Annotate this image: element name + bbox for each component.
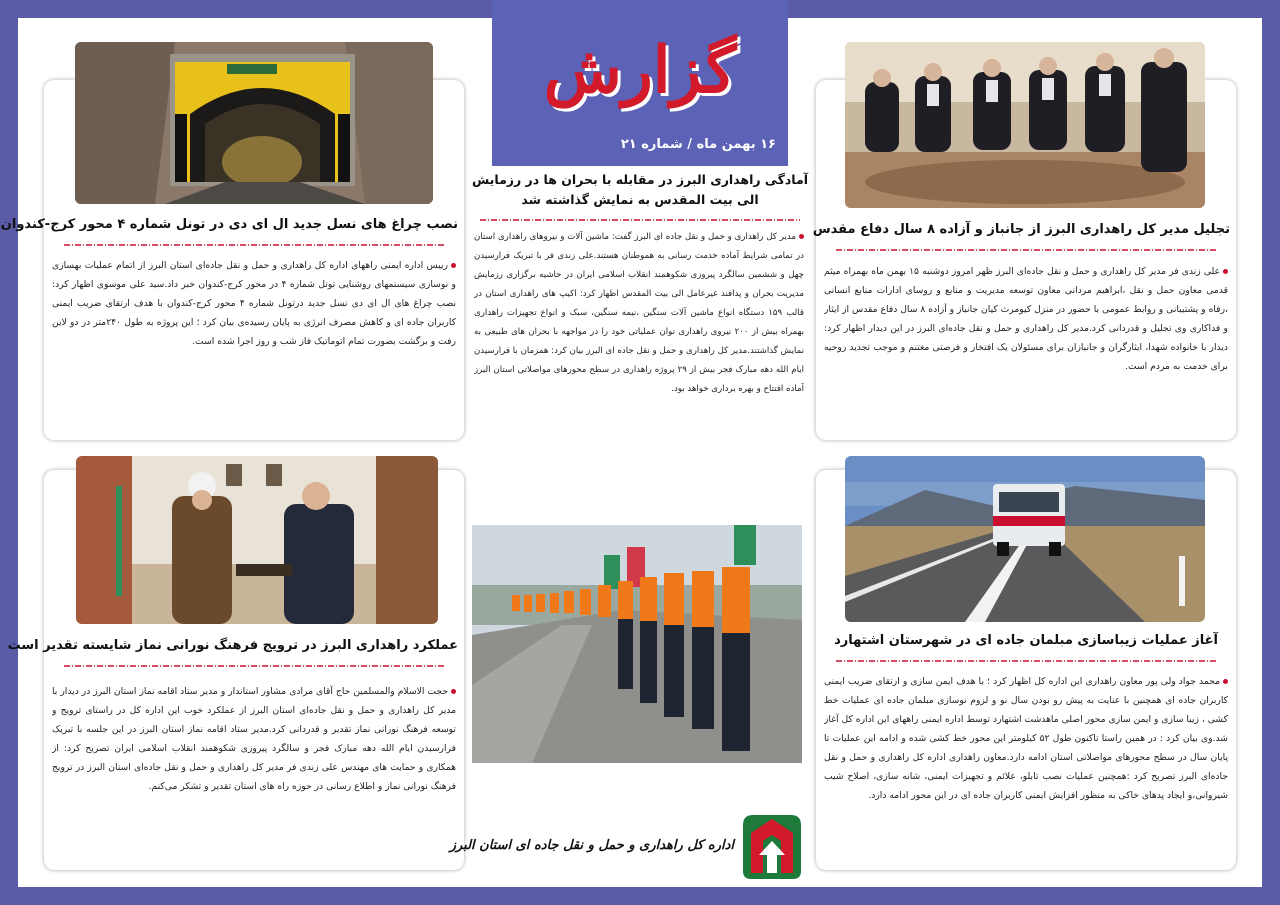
tunnel-divider	[64, 241, 444, 249]
veteran-divider	[836, 246, 1216, 254]
issue-date: ۱۶ بهمن ماه / شماره ۲۱	[620, 137, 776, 152]
tunnel-body	[52, 256, 456, 396]
organization-name: اداره کل راهداری و حمل و نقل جاده ای استان البرز	[449, 838, 734, 853]
veteran-body-text: علی زندی فر مدیر کل راهداری و حمل و نقل جاده‌ای البرز ظهر امروز دوشنبه ۱۵ بهمن ماه بهمراه میثم قدمی معاون حمل و نقل ،ابراهیم مردانی معاون توسعه مدیریت و منابع و روسای ادارات منابع انسانی ،رفاه و پشتیبانی و روابط عمومی با حضور در منزل کیومرث کیان جانباز و آزاده ۸ سال دفاع مقدس از ایثار و فداکاری وی تجلیل و قدردانی کرد.مدیر کل راهداری و حمل و نقل جاده‌ای البرز در این دیدار اظهار کرد: دیدار با خانواده شهدا، ایثارگران و جانبازان برای مسئولان یک افتخار و فرصتی مغتنم و موجب تجدید روحیه برای خدمت به مردم است.	[824, 266, 1228, 372]
road-marking-body-text: محمد جواد ولی پور معاون راهداری این اداره کل اظهار کرد ؛ با هدف ایمن سازی و ارتقای ضریب ایمنی کاربران جاده ای همچنین با عنایت به پیش رو بودن سال نو و لزوم نوسازی مبلمان جاده ای عملیات خط کشی ، زیبا سازی و ایمن سازی محور اصلی ماهدشت اشتهارد توسط اداره ایمنی راههای این اداره کل آغاز شد.وی بیان کرد : در همین راستا تاکنون طول ۵۲ کیلومتر این محور خط کشی شده و ادامه این عملیات تا پایان سال در سطح محورهای مواصلاتی استان ادامه دارد.معاون راهداری اداره کل راهداری و حمل و نقل جاده‌ای البرز تصریح کرد :همچنین عملیات نصب تابلو، علائم و تجهیزات ایمنی، شانه سازی، اصلاح شیب شیروانی،و ایجاد پدهای خاکی به منظور افزایش ایمنی کاربران جاده ای در این محور ادامه دارد.	[824, 676, 1228, 801]
tunnel-photo	[75, 42, 433, 204]
exercise-body	[474, 228, 804, 470]
rmto-logo	[737, 811, 807, 883]
exercise-divider	[480, 216, 800, 224]
veteran-visit-photo	[845, 42, 1205, 208]
road-marking-truck-photo	[845, 456, 1205, 622]
prayer-divider	[64, 662, 444, 670]
prayer-headline: عملکرد راهداری البرز در ترویج فرهنگ نورانی نماز شایسته تقدیر است	[7, 638, 458, 653]
road-marking-bullet	[1223, 679, 1228, 684]
veteran-bullet	[1223, 269, 1228, 274]
masthead	[492, 0, 788, 166]
exercise-headline-text: آمادگی راهداری البرز در مقابله با بحران ها در رزمایش الی بیت المقدس به نمایش گذاشته شد	[472, 172, 808, 207]
veteran-headline: تجلیل مدیر کل راهداری البرز از جانباز و آزاده ۸ سال دفاع مقدس	[812, 222, 1230, 237]
road-crew-lineup-photo	[472, 525, 802, 763]
prayer-body-text: حجت الاسلام والمسلمین حاج آقای مرادی مشاور استاندار و مدیر ستاد اقامه نماز استان البرز در دیدار با مدیر کل راهداری و حمل و نقل جاده‌ای استان البرز از عملکرد خوب این اداره کل در راستای ترویج و توسعه فرهنگ نورانی نماز تقدیر و قدردانی کرد.مدیر ستاد اقامه نماز استان البرز در این جلسه با تبریک فرارسیدن ایام الله دهه مبارک فجر و سالگرد پیروزی شکوهمند انقلاب اسلامی ایران تصریح کرد: از همکاری و حمایت های مهندس علی زندی فر مدیر کل راهداری و حمل و نقل جاده‌ای استان البرز در ترویج فرهنگ نورانی نماز و اطلاع رسانی در حوزه راه های استان تقدیر و تشکر می‌کنم.	[52, 686, 456, 792]
tunnel-bullet	[451, 263, 456, 268]
road-marking-headline: آغاز عملیات زیباسازی مبلمان جاده ای در شهرستان اشتهارد	[834, 633, 1218, 648]
prayer-award-photo	[76, 456, 438, 624]
masthead-title: گزارش	[543, 33, 737, 108]
exercise-body-text: مدیر کل راهداری و حمل و نقل جاده ای البرز گفت: ماشین آلات و نیروهای راهداری استان در تمامی شرایط آماده خدمت رسانی به هموطنان هستند.علی زندی فر با تبریک فرارسیدن چهل و ششمین سالگرد پیروزی شکوهمند انقلاب اسلامی ایران در حاشیه برگزاری رزمایش مدیریت بحران و پدافند غیرعامل الی بیت المقدس اظهار کرد: اکیپ های راهداری استان در قالب ۱۵۹ دستگاه انواع ماشین آلات سنگین ،نیمه سنگین، سبک و انواع تجهیزات راهداری بهمراه بیش از ۲۰۰ نیروی راهداری توان عملیاتی خود را در مواجهه با بحران های طبیعی به نمایش گذاشتند.مدیر کل راهداری و حمل و نقل جاده ای البرز بیان کرد: همزمان با فرارسیدن ایام الله دهه مبارک فجر بیش از ۲۹ پروژه راهداری در سطح محورهای مواصلاتی استان البرز آماده افتتاح و بهره برداری خواهد بود.	[474, 232, 804, 394]
veteran-body	[824, 262, 1228, 432]
tunnel-headline: نصب چراغ های نسل جدید ال ای دی در تونل شماره ۴ محور کرج-کندوان	[0, 217, 458, 232]
exercise-bullet	[799, 234, 804, 239]
exercise-headline	[470, 170, 810, 210]
prayer-bullet	[451, 689, 456, 694]
road-marking-body	[824, 672, 1228, 864]
prayer-body	[52, 682, 456, 864]
road-marking-divider	[836, 657, 1216, 665]
tunnel-body-text: رییس اداره ایمنی راههای اداره کل راهداری و حمل و نقل جاده‌ای استان البرز از اتمام عملیات بهسازی و نوسازی سیستمهای روشنایی تونل شماره ۴ در محور کرج-کندوان خبر داد.سید علی موسوی اظهار کرد: نصب چراغ های ال ای دی نسل جدید درتونل شماره ۴ محور کرج-کندوان با هدف ارتقای ضریب ایمنی کاربران جاده ای و کاهش مصرف انرژی به پایان رسیده‌ی بیان کرد ؛ این پروژه به طول ۲۴۰متر در دو لاین رفت و برگشت بصورت تمام اتوماتیک فاز شب و روز اجرا شده است.	[52, 260, 456, 347]
